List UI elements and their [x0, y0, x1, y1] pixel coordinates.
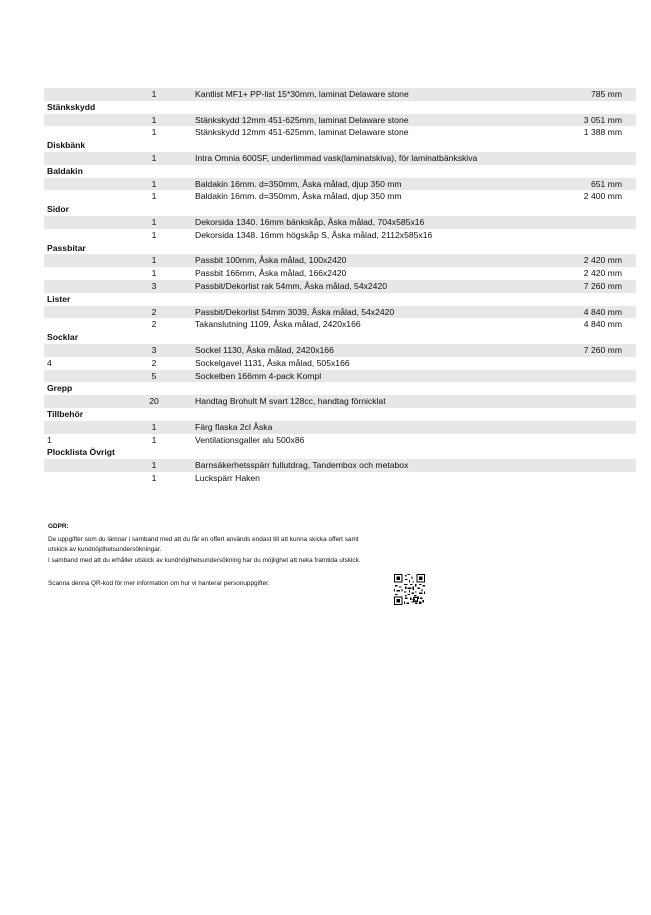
qr-caption: Scanna denna QR-kod för mer information om hur vi hanterar personuppgifter.: [48, 580, 270, 587]
section-title: Socklar: [47, 332, 79, 343]
row-description: Baldakin 16mm. d=350mm, Åska målad, djup 350 mm: [195, 178, 402, 189]
table-row: [44, 459, 636, 472]
table-row: [44, 395, 636, 408]
row-description: Dekorsida 1340. 16mm bänkskåp, Åska målad, 704x585x16: [195, 216, 425, 227]
table-row: [44, 267, 636, 280]
table-row: [44, 344, 636, 357]
row-quantity: 2: [151, 306, 157, 317]
row-description: Stänkskydd 12mm 451-625mm, laminat Delaware stone: [195, 127, 409, 138]
row-measure: 785 mm: [590, 89, 622, 99]
section-header: [44, 165, 636, 178]
table-row: [44, 229, 636, 242]
row-measure: 2 420 mm: [583, 255, 622, 266]
section-title: Sidor: [47, 204, 69, 215]
row-quantity: 1: [151, 152, 157, 163]
row-description: Dekorsida 1348. 16mm högskåp S, Åska målad, 2112x585x16: [195, 229, 433, 240]
section-title: Stänkskydd: [47, 101, 96, 112]
gdpr-line: De uppgifter som du lämnar i samband med att du får en offert används endast till att kunna skicka offert samt: [48, 536, 359, 543]
row-description: Takanslutning 1109, Åska målad, 2420x166: [195, 319, 361, 330]
table-row: [44, 88, 636, 101]
row-quantity: 3: [151, 280, 157, 291]
table-row: [44, 421, 636, 434]
gdpr-title: GDPR:: [48, 523, 69, 530]
table-row: [44, 370, 636, 383]
section-header: [44, 331, 636, 344]
section-title: Lister: [47, 293, 71, 304]
section-title: Plocklista Övrigt: [47, 447, 115, 458]
row-description: Handtag Brohult M svart 128cc, handtag förnicklat: [195, 396, 386, 407]
table-row: [44, 190, 636, 203]
gdpr-notice: [48, 521, 448, 567]
picklist-table: [44, 88, 636, 485]
table-row: [44, 126, 636, 139]
gdpr-line: utskick av kundnöjdhetsundersökningar.: [48, 546, 162, 553]
section-title: Diskbänk: [47, 140, 86, 151]
table-row: [44, 434, 636, 447]
section-header: [44, 203, 636, 216]
section-header: [44, 382, 636, 395]
row-description: Baldakin 16mm. d=350mm, Åska målad, djup 350 mm: [195, 191, 402, 202]
table-row: [44, 318, 636, 331]
row-quantity: 1: [151, 421, 157, 432]
row-measure: 1 388 mm: [583, 127, 622, 138]
row-description: Luckspärr Haken: [195, 472, 260, 483]
row-description: Ventilationsgaller alu 500x86: [195, 434, 305, 445]
row-measure: 7 260 mm: [583, 280, 622, 291]
row-quantity: 1: [151, 229, 157, 240]
section-header: [44, 139, 636, 152]
row-description: Passbit 100mm, Åska målad, 100x2420: [195, 255, 347, 266]
table-row: [44, 357, 636, 370]
table-row: [44, 472, 636, 485]
row-quantity: 2: [151, 319, 157, 330]
row-description: Kantlist MF1+ PP-list 15*30mm, laminat Delaware stone: [195, 89, 409, 99]
table-row: [44, 152, 636, 165]
row-quantity: 1: [151, 434, 157, 445]
row-measure: 651 mm: [590, 178, 622, 189]
row-description: Intra Omnia 600SF, underlimmad vask(laminatskiva), för laminatbänkskiva: [195, 152, 478, 163]
row-quantity: 1: [151, 191, 157, 202]
row-description: Sockelben 166mm 4-pack Kompl: [195, 370, 322, 381]
section-header: [44, 408, 636, 421]
section-header: [44, 446, 636, 459]
row-description: Stänkskydd 12mm 451-625mm, laminat Delaware stone: [195, 114, 409, 125]
row-quantity: 1: [151, 127, 157, 138]
row-quantity: 1: [151, 255, 157, 266]
row-quantity: 1: [151, 268, 157, 279]
row-quantity: 2: [151, 357, 157, 368]
qr-code-icon[interactable]: [394, 574, 425, 605]
section-header: [44, 242, 636, 255]
section-header: [44, 293, 636, 306]
row-measure: 7 260 mm: [583, 344, 622, 355]
row-description: Passbit/Dekorlist 54mm 3039, Åska målad, 54x2420: [195, 306, 395, 317]
row-measure: 3 051 mm: [583, 114, 622, 125]
row-description: Sockel 1130, Åska målad, 2420x166: [195, 344, 334, 355]
row-measure: 2 420 mm: [583, 268, 622, 279]
row-left-value: 4: [47, 357, 52, 368]
row-description: Barnsäkerhetsspärr fullutdrag, Tandembox och metabox: [195, 460, 409, 471]
table-row: [44, 114, 636, 127]
row-measure: 2 400 mm: [583, 191, 622, 202]
row-description: Passbit 166mm, Åska målad, 166x2420: [195, 268, 347, 279]
row-quantity: 3: [151, 344, 157, 355]
row-description: Sockelgavel 1131, Åska målad, 505x166: [195, 357, 350, 368]
row-quantity: 1: [151, 178, 157, 189]
table-row: [44, 280, 636, 293]
row-measure: 4 840 mm: [583, 306, 622, 317]
row-left-value: 1: [47, 434, 52, 445]
table-row: [44, 306, 636, 319]
row-description: Passbit/Dekorlist rak 54mm, Åska målad, 54x2420: [195, 280, 388, 291]
row-quantity: 1: [151, 460, 157, 471]
section-header: [44, 101, 636, 114]
row-quantity: 20: [149, 396, 159, 407]
gdpr-line: I samband med att du erhåller utskick av kundnöjdhetsundersökning har du möjlighet att neka framtida utskick.: [48, 557, 361, 564]
section-title: Baldakin: [47, 165, 83, 176]
row-quantity: 1: [151, 89, 157, 99]
row-quantity: 1: [151, 216, 157, 227]
section-title: Passbitar: [47, 242, 86, 253]
table-row: [44, 216, 636, 229]
row-description: Färg flaska 2cl Åska: [195, 421, 273, 432]
row-quantity: 1: [151, 114, 157, 125]
section-title: Tillbehör: [47, 408, 84, 419]
row-measure: 4 840 mm: [583, 319, 622, 330]
row-quantity: 1: [151, 472, 157, 483]
table-row: [44, 254, 636, 267]
section-title: Grepp: [47, 383, 73, 394]
row-quantity: 5: [151, 370, 157, 381]
table-row: [44, 178, 636, 191]
